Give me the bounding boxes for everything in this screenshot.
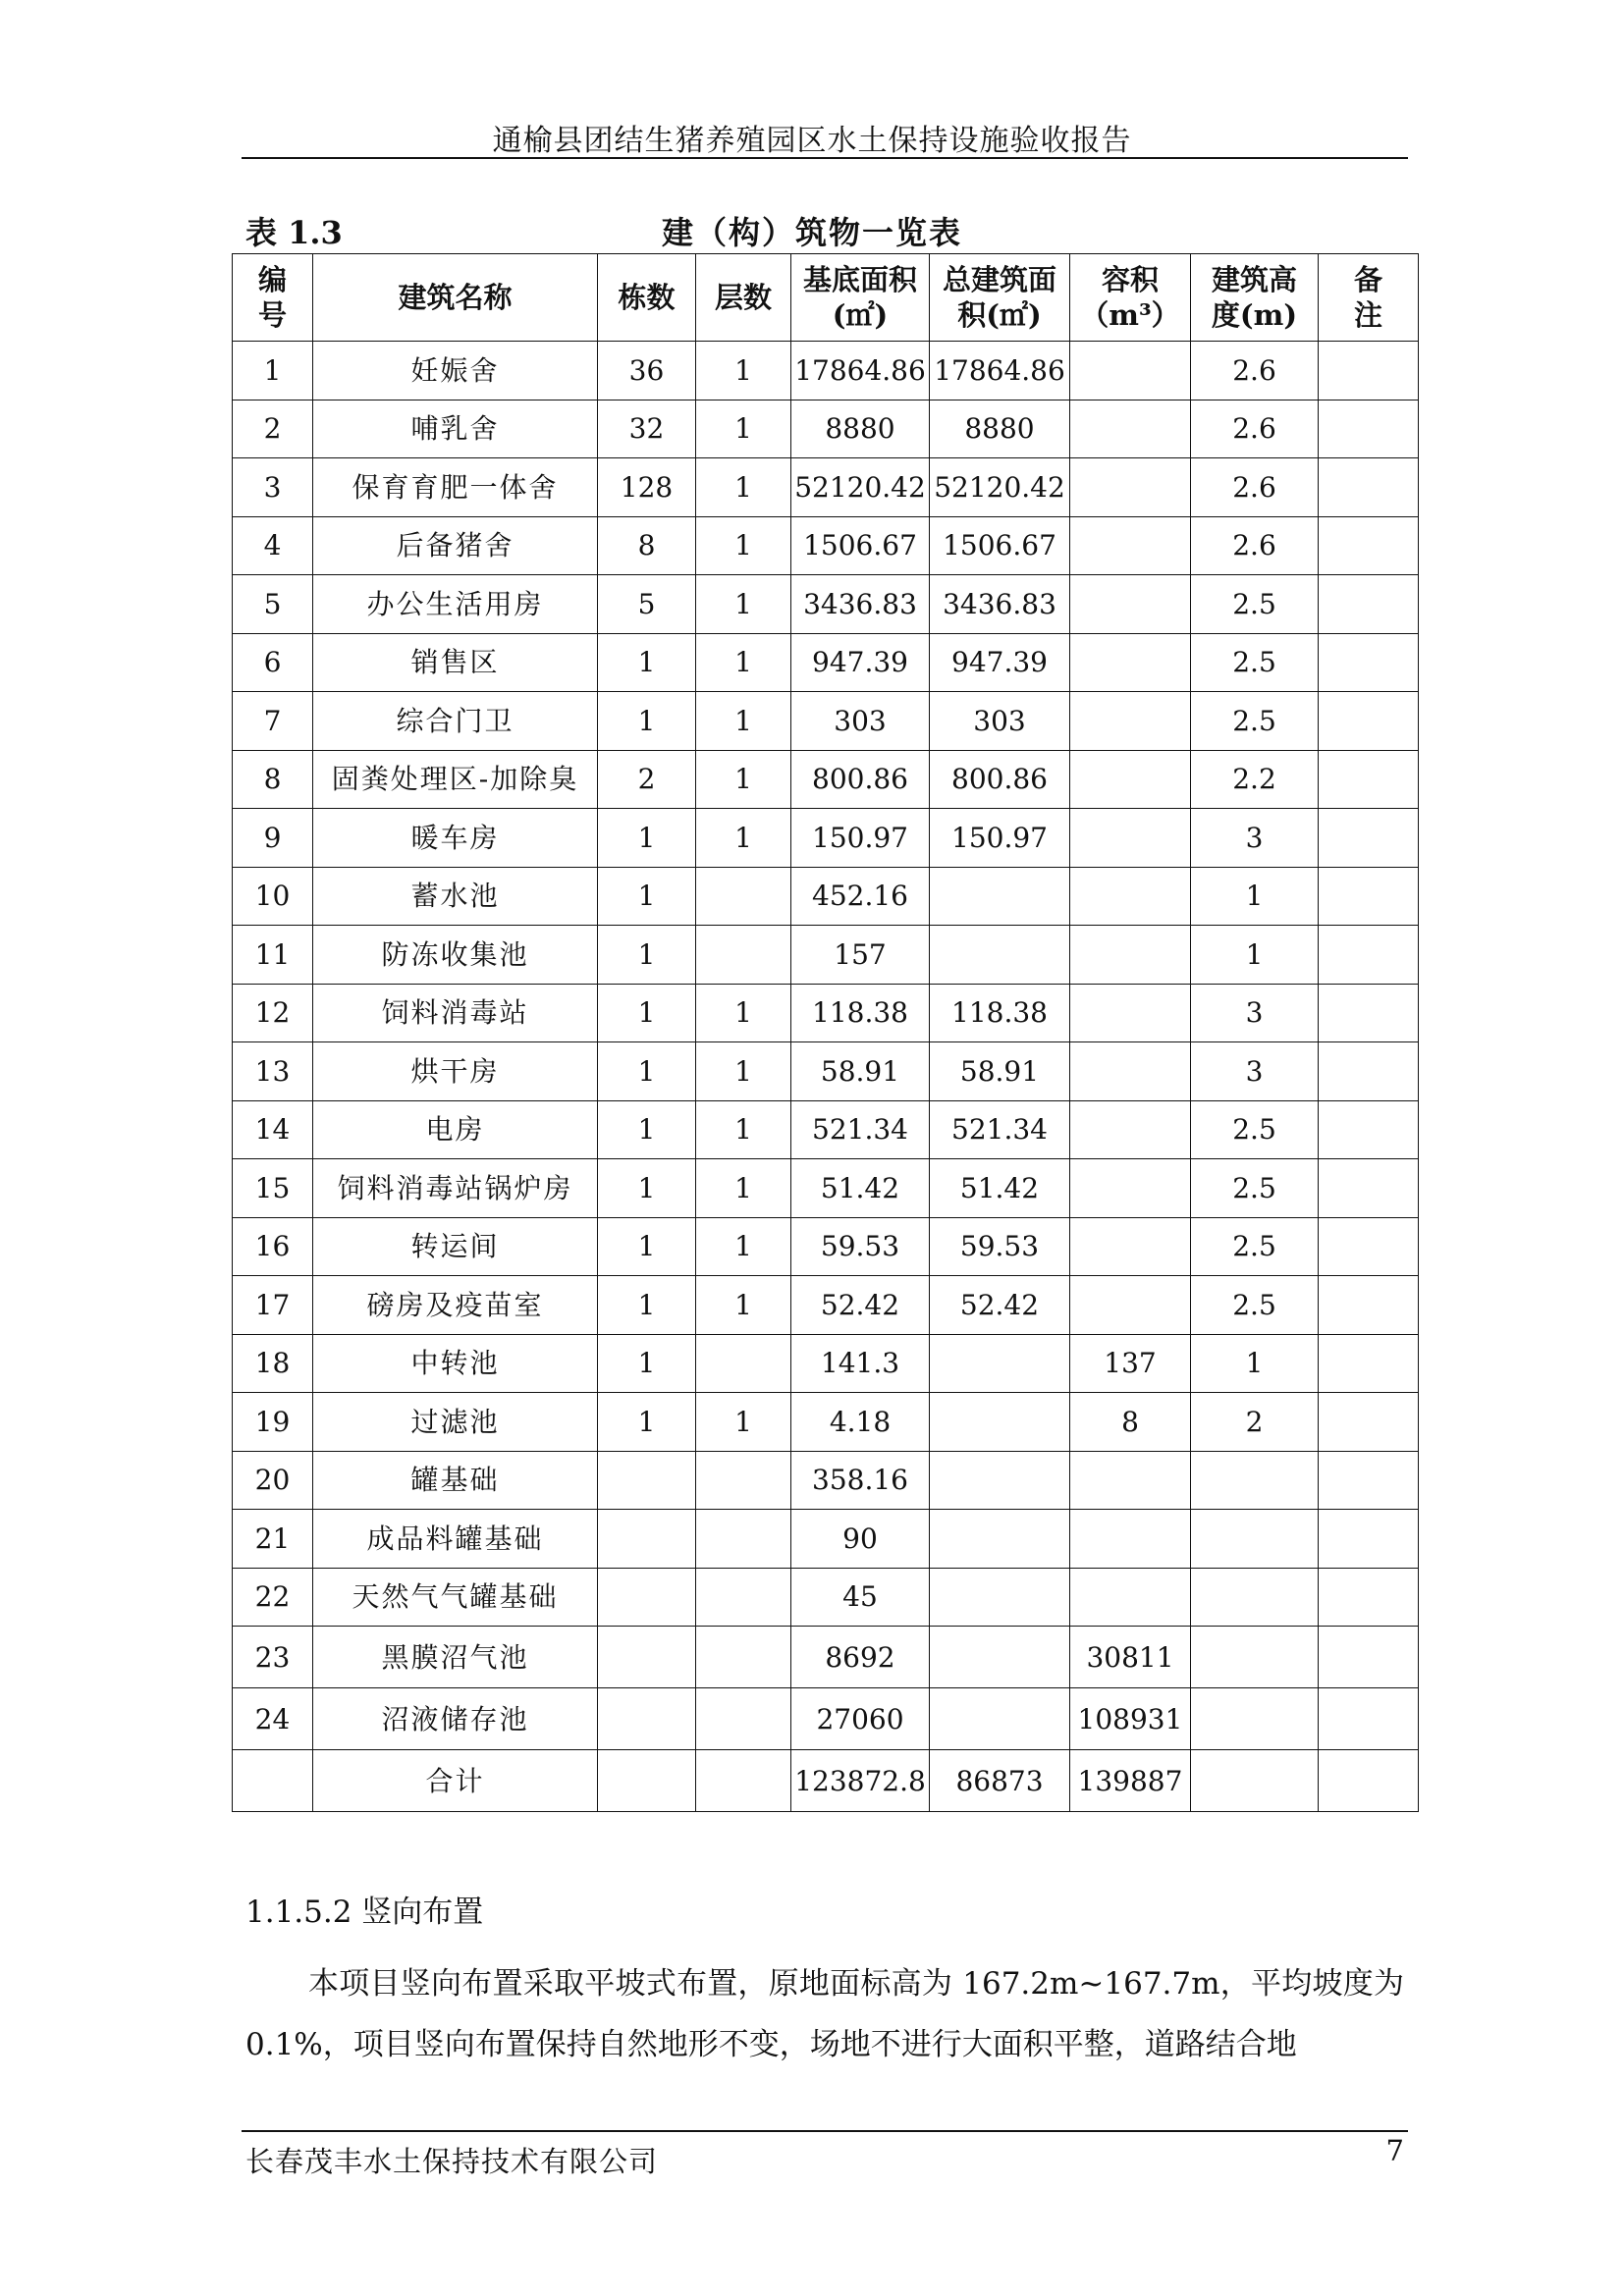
- table-row: [233, 1393, 1419, 1452]
- cell-no: 1: [233, 342, 313, 400]
- col-header-count: 栋数: [598, 254, 696, 342]
- cell-floors: 1: [696, 1276, 791, 1335]
- cell-remark: [1319, 809, 1419, 868]
- cell-no: 6: [233, 633, 313, 692]
- cell-total-area: [930, 926, 1070, 985]
- cell-name: 综合门卫: [313, 692, 598, 751]
- cell-count: 1: [598, 1159, 696, 1218]
- cell-base-area: 8692: [791, 1627, 930, 1688]
- cell-count: 1: [598, 1042, 696, 1101]
- cell-name: 哺乳舍: [313, 400, 598, 458]
- cell-volume: [1070, 400, 1191, 458]
- cell-remark: [1319, 400, 1419, 458]
- cell-count: 1: [598, 984, 696, 1042]
- cell-count: [598, 1750, 696, 1812]
- header-divider: [242, 157, 1408, 159]
- cell-name: 磅房及疫苗室: [313, 1276, 598, 1335]
- cell-remark: [1319, 1568, 1419, 1627]
- cell-base-area: 303: [791, 692, 930, 751]
- cell-base-area: 52.42: [791, 1276, 930, 1335]
- cell-count: 1: [598, 926, 696, 985]
- cell-base-area: 4.18: [791, 1393, 930, 1452]
- cell-count: [598, 1688, 696, 1750]
- cell-height: 2.2: [1191, 750, 1319, 809]
- table-row: [233, 575, 1419, 634]
- cell-total-area: 303: [930, 692, 1070, 751]
- cell-no: 19: [233, 1393, 313, 1452]
- cell-height: 3: [1191, 984, 1319, 1042]
- table-row: [233, 1159, 1419, 1218]
- cell-floors: 1: [696, 984, 791, 1042]
- cell-total-area: 17864.86: [930, 342, 1070, 400]
- table-row: [233, 1627, 1419, 1688]
- cell-base-area: 58.91: [791, 1042, 930, 1101]
- cell-total-area: [930, 1688, 1070, 1750]
- cell-floors: [696, 1750, 791, 1812]
- cell-total-area: 1506.67: [930, 516, 1070, 575]
- cell-total-area: 8880: [930, 400, 1070, 458]
- cell-total-area: [930, 1451, 1070, 1510]
- cell-floors: 1: [696, 1159, 791, 1218]
- cell-no: 5: [233, 575, 313, 634]
- cell-floors: 1: [696, 458, 791, 517]
- cell-count: [598, 1627, 696, 1688]
- cell-total-area: [930, 1627, 1070, 1688]
- table-row: [233, 1451, 1419, 1510]
- cell-remark: [1319, 1334, 1419, 1393]
- col-header-name: 建筑名称: [313, 254, 598, 342]
- cell-floors: 1: [696, 1100, 791, 1159]
- cell-remark: [1319, 750, 1419, 809]
- section-heading: 1.1.5.2 竖向布置: [245, 1895, 484, 1930]
- cell-remark: [1319, 1393, 1419, 1452]
- cell-name: 沼液储存池: [313, 1688, 598, 1750]
- cell-height: [1191, 1510, 1319, 1569]
- table-row: [233, 1100, 1419, 1159]
- cell-height: 1: [1191, 1334, 1319, 1393]
- cell-volume: [1070, 342, 1191, 400]
- table-row: [233, 809, 1419, 868]
- col-header-floors: 层数: [696, 254, 791, 342]
- cell-volume: [1070, 1217, 1191, 1276]
- cell-remark: [1319, 575, 1419, 634]
- table-row: [233, 516, 1419, 575]
- col-header-volume: 容积（m³）: [1070, 254, 1191, 342]
- cell-base-area: 52120.42: [791, 458, 930, 517]
- table-row: [233, 1510, 1419, 1569]
- cell-remark: [1319, 1276, 1419, 1335]
- table-title: 建（构）筑物一览表: [661, 214, 962, 251]
- cell-remark: [1319, 867, 1419, 926]
- cell-base-area: 150.97: [791, 809, 930, 868]
- cell-total-area: 51.42: [930, 1159, 1070, 1218]
- table-header-row: [233, 254, 1419, 342]
- cell-count: 1: [598, 1393, 696, 1452]
- cell-no: 23: [233, 1627, 313, 1688]
- cell-volume: [1070, 1276, 1191, 1335]
- cell-volume: 139887: [1070, 1750, 1191, 1812]
- cell-height: 2.5: [1191, 1100, 1319, 1159]
- cell-base-area: 358.16: [791, 1451, 930, 1510]
- cell-volume: 8: [1070, 1393, 1191, 1452]
- cell-total-area: 3436.83: [930, 575, 1070, 634]
- table-row: [233, 1042, 1419, 1101]
- cell-remark: [1319, 633, 1419, 692]
- cell-name: 天然气气罐基础: [313, 1568, 598, 1627]
- cell-volume: [1070, 926, 1191, 985]
- cell-volume: [1070, 1568, 1191, 1627]
- cell-remark: [1319, 984, 1419, 1042]
- cell-floors: 1: [696, 633, 791, 692]
- cell-name: 过滤池: [313, 1393, 598, 1452]
- cell-count: 1: [598, 1276, 696, 1335]
- cell-base-area: 59.53: [791, 1217, 930, 1276]
- cell-no: 15: [233, 1159, 313, 1218]
- footer-company: 长春茂丰水土保持技术有限公司: [245, 2145, 659, 2178]
- cell-volume: [1070, 458, 1191, 517]
- table-row: [233, 926, 1419, 985]
- cell-remark: [1319, 516, 1419, 575]
- cell-volume: 108931: [1070, 1688, 1191, 1750]
- col-header-height: 建筑高度(m): [1191, 254, 1319, 342]
- cell-name: 暖车房: [313, 809, 598, 868]
- cell-name: 妊娠舍: [313, 342, 598, 400]
- cell-count: 36: [598, 342, 696, 400]
- cell-name: 罐基础: [313, 1451, 598, 1510]
- cell-name: 中转池: [313, 1334, 598, 1393]
- cell-height: 2.5: [1191, 692, 1319, 751]
- cell-volume: [1070, 867, 1191, 926]
- table-body: [233, 342, 1419, 1812]
- cell-no: 7: [233, 692, 313, 751]
- cell-name: 防冻收集池: [313, 926, 598, 985]
- cell-floors: 1: [696, 809, 791, 868]
- cell-no: 17: [233, 1276, 313, 1335]
- cell-no: 10: [233, 867, 313, 926]
- table-row: [233, 750, 1419, 809]
- cell-count: 32: [598, 400, 696, 458]
- cell-remark: [1319, 342, 1419, 400]
- cell-height: 3: [1191, 809, 1319, 868]
- cell-name: 固粪处理区-加除臭: [313, 750, 598, 809]
- cell-remark: [1319, 1627, 1419, 1688]
- col-header-remark: 备注: [1319, 254, 1419, 342]
- cell-name: 饲料消毒站: [313, 984, 598, 1042]
- cell-height: [1191, 1688, 1319, 1750]
- cell-count: 1: [598, 633, 696, 692]
- table-row: [233, 1688, 1419, 1750]
- cell-name: 后备猪舍: [313, 516, 598, 575]
- cell-height: 1: [1191, 867, 1319, 926]
- cell-name: 黑膜沼气池: [313, 1627, 598, 1688]
- cell-floors: [696, 1334, 791, 1393]
- cell-name: 保育育肥一体舍: [313, 458, 598, 517]
- cell-remark: [1319, 1510, 1419, 1569]
- cell-count: 128: [598, 458, 696, 517]
- cell-name: 转运间: [313, 1217, 598, 1276]
- table-row: [233, 984, 1419, 1042]
- cell-height: 1: [1191, 926, 1319, 985]
- cell-remark: [1319, 458, 1419, 517]
- cell-no: 9: [233, 809, 313, 868]
- cell-floors: [696, 926, 791, 985]
- table-row: [233, 400, 1419, 458]
- cell-height: 2.5: [1191, 575, 1319, 634]
- cell-base-area: 800.86: [791, 750, 930, 809]
- cell-height: 2.5: [1191, 1217, 1319, 1276]
- cell-count: 5: [598, 575, 696, 634]
- cell-height: [1191, 1451, 1319, 1510]
- cell-floors: 1: [696, 400, 791, 458]
- cell-total-area: 52120.42: [930, 458, 1070, 517]
- cell-total-area: [930, 1510, 1070, 1569]
- cell-floors: 1: [696, 575, 791, 634]
- col-header-base-area: 基底面积(㎡): [791, 254, 930, 342]
- cell-base-area: 27060: [791, 1688, 930, 1750]
- cell-volume: [1070, 1159, 1191, 1218]
- cell-volume: [1070, 1510, 1191, 1569]
- cell-base-area: 521.34: [791, 1100, 930, 1159]
- cell-remark: [1319, 926, 1419, 985]
- cell-count: 1: [598, 809, 696, 868]
- table-row: [233, 458, 1419, 517]
- cell-base-area: 1506.67: [791, 516, 930, 575]
- table-label: 表 1.3: [245, 214, 343, 251]
- cell-no: 18: [233, 1334, 313, 1393]
- cell-height: 2.5: [1191, 1276, 1319, 1335]
- cell-volume: [1070, 692, 1191, 751]
- cell-floors: [696, 867, 791, 926]
- cell-volume: [1070, 809, 1191, 868]
- cell-height: 2.6: [1191, 342, 1319, 400]
- cell-no: 11: [233, 926, 313, 985]
- cell-total-area: [930, 867, 1070, 926]
- cell-floors: [696, 1568, 791, 1627]
- footer-divider: [242, 2130, 1408, 2132]
- cell-total-area: [930, 1334, 1070, 1393]
- cell-base-area: 17864.86: [791, 342, 930, 400]
- cell-floors: 1: [696, 516, 791, 575]
- cell-volume: [1070, 516, 1191, 575]
- cell-floors: [696, 1451, 791, 1510]
- cell-no: 12: [233, 984, 313, 1042]
- cell-base-area: 141.3: [791, 1334, 930, 1393]
- cell-count: 1: [598, 867, 696, 926]
- cell-volume: 30811: [1070, 1627, 1191, 1688]
- cell-count: [598, 1568, 696, 1627]
- table-row: [233, 1217, 1419, 1276]
- cell-name: 销售区: [313, 633, 598, 692]
- cell-height: [1191, 1750, 1319, 1812]
- cell-base-area: 3436.83: [791, 575, 930, 634]
- cell-volume: [1070, 750, 1191, 809]
- cell-volume: [1070, 984, 1191, 1042]
- cell-name: 蓄水池: [313, 867, 598, 926]
- cell-no: 20: [233, 1451, 313, 1510]
- cell-height: 3: [1191, 1042, 1319, 1101]
- cell-total-area: 118.38: [930, 984, 1070, 1042]
- cell-count: 2: [598, 750, 696, 809]
- cell-base-area: 452.16: [791, 867, 930, 926]
- cell-no: 13: [233, 1042, 313, 1101]
- cell-base-area: 45: [791, 1568, 930, 1627]
- cell-no: 3: [233, 458, 313, 517]
- cell-base-area: 123872.8: [791, 1750, 930, 1812]
- cell-remark: [1319, 692, 1419, 751]
- cell-name: 饲料消毒站锅炉房: [313, 1159, 598, 1218]
- cell-total-area: [930, 1393, 1070, 1452]
- table-row: [233, 633, 1419, 692]
- cell-height: 2.5: [1191, 1159, 1319, 1218]
- cell-remark: [1319, 1688, 1419, 1750]
- cell-floors: 1: [696, 1217, 791, 1276]
- cell-floors: [696, 1627, 791, 1688]
- cell-total-area: [930, 1568, 1070, 1627]
- cell-name: 成品料罐基础: [313, 1510, 598, 1569]
- cell-remark: [1319, 1451, 1419, 1510]
- cell-name: 电房: [313, 1100, 598, 1159]
- cell-no: [233, 1750, 313, 1812]
- cell-floors: 1: [696, 750, 791, 809]
- cell-total-area: 52.42: [930, 1276, 1070, 1335]
- cell-base-area: 157: [791, 926, 930, 985]
- table-row: [233, 342, 1419, 400]
- cell-base-area: 8880: [791, 400, 930, 458]
- table-row: [233, 1334, 1419, 1393]
- cell-total-area: 521.34: [930, 1100, 1070, 1159]
- cell-volume: [1070, 1042, 1191, 1101]
- cell-volume: [1070, 633, 1191, 692]
- col-header-no: 编号: [233, 254, 313, 342]
- cell-count: 1: [598, 692, 696, 751]
- cell-name: 办公生活用房: [313, 575, 598, 634]
- cell-remark: [1319, 1100, 1419, 1159]
- cell-name: 烘干房: [313, 1042, 598, 1101]
- cell-count: [598, 1451, 696, 1510]
- cell-remark: [1319, 1159, 1419, 1218]
- cell-remark: [1319, 1042, 1419, 1101]
- table-row: [233, 1750, 1419, 1812]
- cell-no: 14: [233, 1100, 313, 1159]
- table-row: [233, 1568, 1419, 1627]
- body-paragraph: 本项目竖向布置采取平坡式布置，原地面标高为 167.2m~167.7m，平均坡度为 0.1%，项目竖向布置保持自然地形不变，场地不进行大面积平整，道路结合地: [245, 1966, 1404, 2062]
- cell-height: 2: [1191, 1393, 1319, 1452]
- cell-count: 1: [598, 1100, 696, 1159]
- cell-height: 2.6: [1191, 458, 1319, 517]
- cell-total-area: 800.86: [930, 750, 1070, 809]
- page-number: 7: [1385, 2134, 1404, 2167]
- cell-name: 合计: [313, 1750, 598, 1812]
- table-row: [233, 867, 1419, 926]
- cell-floors: 1: [696, 692, 791, 751]
- cell-floors: [696, 1688, 791, 1750]
- cell-height: 2.6: [1191, 400, 1319, 458]
- cell-base-area: 90: [791, 1510, 930, 1569]
- cell-total-area: 86873: [930, 1750, 1070, 1812]
- cell-no: 2: [233, 400, 313, 458]
- cell-no: 16: [233, 1217, 313, 1276]
- cell-volume: [1070, 1451, 1191, 1510]
- cell-total-area: 58.91: [930, 1042, 1070, 1101]
- cell-no: 24: [233, 1688, 313, 1750]
- col-header-total-area: 总建筑面积(㎡): [930, 254, 1070, 342]
- cell-volume: [1070, 1100, 1191, 1159]
- cell-no: 8: [233, 750, 313, 809]
- cell-total-area: 947.39: [930, 633, 1070, 692]
- cell-floors: 1: [696, 1042, 791, 1101]
- cell-base-area: 51.42: [791, 1159, 930, 1218]
- cell-base-area: 118.38: [791, 984, 930, 1042]
- cell-floors: 1: [696, 342, 791, 400]
- cell-total-area: 150.97: [930, 809, 1070, 868]
- running-header: 通榆县团结生猪养殖园区水土保持设施验收报告: [492, 124, 1132, 158]
- cell-no: 4: [233, 516, 313, 575]
- cell-height: [1191, 1627, 1319, 1688]
- cell-base-area: 947.39: [791, 633, 930, 692]
- cell-floors: [696, 1510, 791, 1569]
- cell-remark: [1319, 1750, 1419, 1812]
- table-row: [233, 1276, 1419, 1335]
- cell-count: 1: [598, 1217, 696, 1276]
- cell-volume: 137: [1070, 1334, 1191, 1393]
- cell-count: 1: [598, 1334, 696, 1393]
- cell-no: 21: [233, 1510, 313, 1569]
- cell-floors: 1: [696, 1393, 791, 1452]
- cell-height: 2.6: [1191, 516, 1319, 575]
- cell-count: 8: [598, 516, 696, 575]
- cell-count: [598, 1510, 696, 1569]
- cell-total-area: 59.53: [930, 1217, 1070, 1276]
- table-row: [233, 692, 1419, 751]
- cell-volume: [1070, 575, 1191, 634]
- cell-no: 22: [233, 1568, 313, 1627]
- buildings-table: [232, 253, 1419, 1812]
- cell-remark: [1319, 1217, 1419, 1276]
- cell-height: 2.5: [1191, 633, 1319, 692]
- cell-height: [1191, 1568, 1319, 1627]
